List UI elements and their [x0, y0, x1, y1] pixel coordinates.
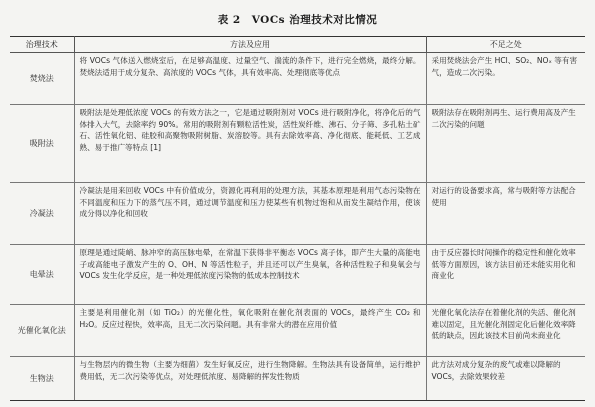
drawback-text: 由于反应器长时间操作的稳定性和催化效率低等方面原因，该方法目前还未能实用化和商业化 [426, 245, 585, 305]
table-row [10, 53, 585, 105]
technology-name: 焚烧法 [10, 53, 74, 105]
technology-name: 吸附法 [10, 105, 74, 183]
technology-name: 冷凝法 [10, 183, 74, 245]
method-description: 冷凝法是用来回收 VOCs 中有价值成分，资源化再利用的处理方法，其基本原理是利用气态污染物在不同温度和压力下的蒸气压不同，通过调节温度和压力使某些有机物过饱和从而发生凝结作用，使该成分得以净化和回收 [74, 183, 426, 245]
method-description: 与生物层内的微生物（主要为细菌）发生好氧反应，进行生物降解。生物法具有设备简单，运行维护费用低，无二次污染等优点，对处理低浓度、易降解的挥发性物质 [74, 357, 426, 401]
method-description: 原理是通过陡峭、脉冲窄的高压脉电晕，在常温下获得非平衡态 VOCs 离子体，即产生大量的高能电子或高能电子激发产生的 O、OH、N 等活性粒子，并且还可以产生臭氧，各种活性粒子和臭氧会与 VOCs 发生化学反应，是一种处理低浓度污染物的低成本控制技术 [74, 245, 426, 305]
technology-name: 电晕法 [10, 245, 74, 305]
table-row [10, 105, 585, 183]
table-caption: 表 2 VOCs 治理技术对比情况 [217, 14, 378, 26]
technology-name: 光催化氧化法 [10, 305, 74, 357]
header-row [10, 37, 585, 53]
table-row [10, 183, 585, 245]
drawback-text: 光催化氧化法存在着催化剂的失活、催化剂难以固定，且光催化剂固定化后催化效率降低的缺点，因此该技术目前尚未商业化 [426, 305, 585, 357]
comparison-table [10, 36, 585, 401]
drawback-text: 对运行的设备要求高，常与吸附等方法配合使用 [426, 183, 585, 245]
column-header-drawbacks: 不足之处 [426, 37, 585, 53]
column-header-technology: 治理技术 [10, 37, 74, 53]
drawback-text: 吸附法存在吸附剂再生、运行费用高及产生二次污染的问题 [426, 105, 585, 183]
method-description: 吸附法是处理低浓度 VOCs 的有效方法之一，它是通过吸附剂对 VOCs 进行吸附净化，将净化后的气体排入大气，去除率约 90%。常用的吸附剂有颗粒活性炭，活性炭纤维、沸石、分子筛、多孔粘土矿石、活性氧化铝、硅胶和高聚物吸附树脂、炭溶胶等。具有去除效率高、净化彻底、能耗低、工艺成熟、易于推广等特点 [1] [74, 105, 426, 183]
technology-name: 生物法 [10, 357, 74, 401]
method-description: 将 VOCs 气体送入燃烧室后，在足够高温度、过量空气、湍流的条件下，进行完全燃烧，最终分解。焚烧法适用于成分复杂、高浓度的 VOCs 气体，具有效率高、处理彻底等优点 [74, 53, 426, 105]
method-description: 主要是利用催化剂（如 TiO₂）的光催化性，氧化吸附在催化剂表面的 VOCs，最终产生 CO₂ 和 H₂O。反应过程快，效率高，且无二次污染问题。具有非常大的潜在应用价值 [74, 305, 426, 357]
table-row [10, 357, 585, 401]
column-header-methods: 方法及应用 [74, 37, 426, 53]
table-row [10, 305, 585, 357]
drawback-text: 此方法对成分复杂的废气或难以降解的 VOCs，去除效果较差 [426, 357, 585, 401]
drawback-text: 采用焚烧法会产生 HCl、SO₂、NOₓ 等有害气，造成二次污染。 [426, 53, 585, 105]
table-row [10, 245, 585, 305]
